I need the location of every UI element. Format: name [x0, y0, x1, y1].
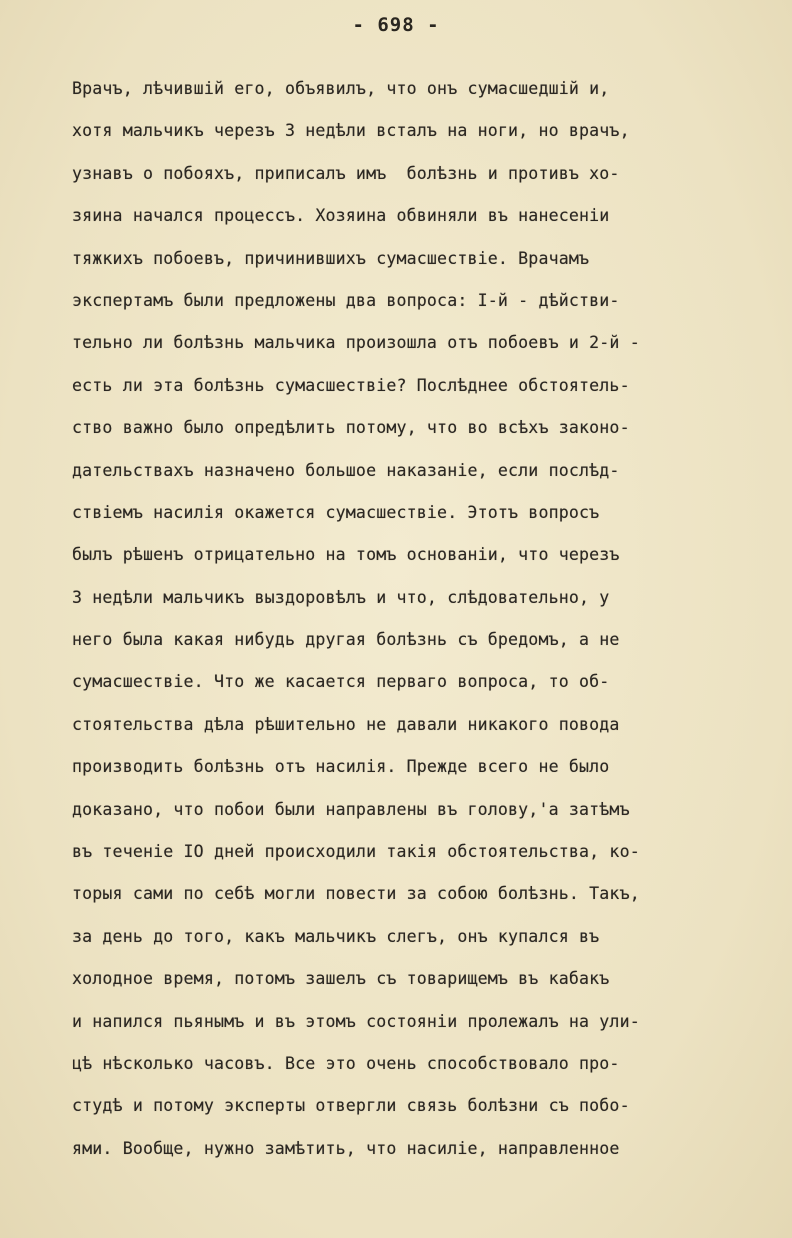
- text-line: экспертамъ были предложены два вопроса: I-й - дѣйстви-: [72, 290, 620, 310]
- text-line: дательствахъ назначено большое наказаніе, если послѣд-: [72, 460, 620, 480]
- text-line: доказано, что побои были направлены въ голову,'а затѣмъ: [72, 799, 630, 819]
- text-line: за день до того, какъ мальчикъ слегъ, онъ купался въ: [72, 926, 600, 946]
- text-line: ями. Вообще, нужно замѣтить, что насиліе, направленное: [72, 1138, 620, 1158]
- text-line: тяжкихъ побоевъ, причинившихъ сумасшествіе. Врачамъ: [72, 248, 590, 268]
- text-line: цѣ нѣсколько часовъ. Все это очень способствовало про-: [72, 1053, 620, 1073]
- page-number: - 698 -: [352, 14, 440, 36]
- text-line: тельно ли болѣзнь мальчика произошла отъ побоевъ и 2-й -: [72, 333, 640, 353]
- text-line: Врачъ, лѣчившій его, объявилъ, что онъ сумасшедшій и,: [72, 79, 610, 98]
- text-line: и напился пьянымъ и въ этомъ состояніи пролежалъ на ули-: [72, 1011, 640, 1031]
- text-line: былъ рѣшенъ отрицательно на томъ основаніи, что черезъ: [72, 545, 620, 565]
- text-line: узнавъ о побояхъ, приписалъ имъ болѣзнь и противъ хо-: [72, 163, 620, 183]
- text-line: производить болѣзнь отъ насилія. Прежде всего не было: [72, 757, 610, 777]
- text-line: торыя сами по себѣ могли повести за собою болѣзнь. Такъ,: [72, 884, 640, 904]
- text-line: ство важно было опредѣлить потому, что во всѣхъ законо-: [72, 418, 630, 438]
- text-line: въ теченіе IO дней происходили такія обстоятельства, ко-: [72, 842, 640, 862]
- body-text: [72, 73, 772, 1175]
- text-line: хотя мальчикъ черезъ 3 недѣли всталъ на ноги, но врачъ,: [72, 121, 630, 141]
- text-line: сумасшествіе. Что же касается перваго вопроса, то об-: [72, 672, 610, 692]
- text-line: него была какая нибудь другая болѣзнь съ бредомъ, а не: [72, 630, 620, 650]
- text-line: холодное время, потомъ зашелъ съ товарищемъ въ кабакъ: [72, 969, 610, 989]
- text-line: есть ли эта болѣзнь сумасшествіе? Послѣднее обстоятель-: [72, 375, 630, 395]
- text-line: зяина начался процессъ. Хозяина обвиняли въ нанесеніи: [72, 206, 610, 226]
- text-line: студѣ и потому эксперты отвергли связь болѣзни съ побо-: [72, 1096, 630, 1116]
- text-line: стоятельства дѣла рѣшительно не давали никакого повода: [72, 714, 620, 734]
- text-line: 3 недѣли мальчикъ выздоровѣлъ и что, слѣдовательно, у: [72, 587, 610, 607]
- text-line: ствіемъ насилія окажется сумасшествіе. Этотъ вопросъ: [72, 502, 600, 522]
